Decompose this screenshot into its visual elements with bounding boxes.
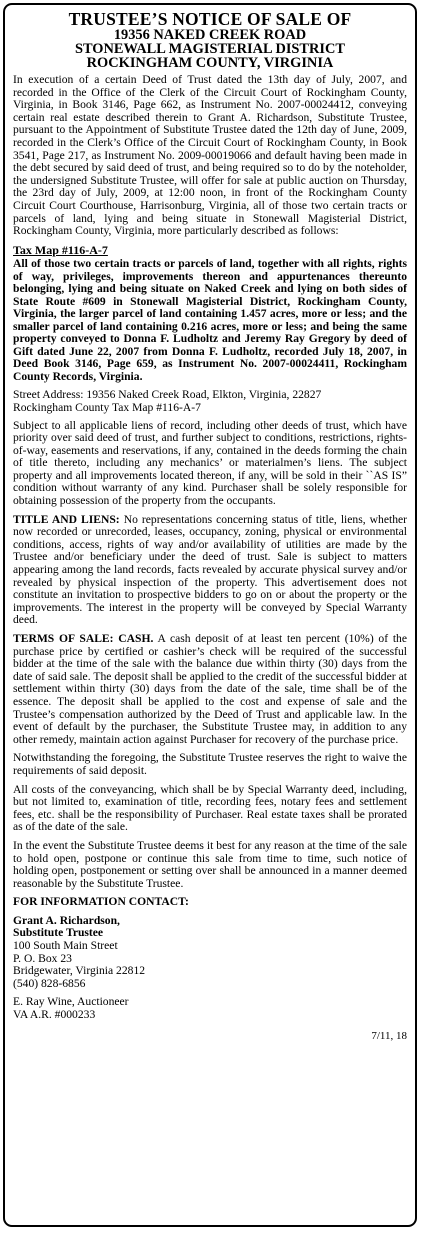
notice-district: STONEWALL MAGISTERIAL DISTRICT bbox=[74, 41, 346, 57]
tax-map-heading: Tax Map #116-A-7 bbox=[13, 242, 108, 257]
contact-city: Bridgewater, Virginia 22812 bbox=[13, 964, 146, 978]
contact-po-box: P. O. Box 23 bbox=[13, 951, 72, 965]
notice-heading bbox=[13, 11, 407, 70]
street-address: Street Address: 19356 Naked Creek Road, Elkton, Virginia, 22827 bbox=[13, 388, 322, 402]
contact-title: Substitute Trustee bbox=[13, 926, 104, 940]
terms-paragraph bbox=[13, 633, 407, 746]
contact-block bbox=[13, 915, 407, 991]
title-liens-paragraph bbox=[13, 514, 407, 627]
title-liens-label: TITLE AND LIENS: bbox=[13, 512, 120, 526]
terms-text: A cash deposit of at least ten percent (10%) of the purchase price by certified or cashier’s check will be required of the successful bidder at the time of the sale with the balance due within thirty (30) days from the date of said sale. The deposit shall be applied to the credit of the successful bidder at settlement within thirty (30) days from the date of the sale, time shall be of the essence. The deposit shall be applied to the cost and expense of sale and the Trustee’s compensation authorized by the Deed of Trust and applicable law. In the event of default by the purchaser, the Substitute Trustee may, in addition to any other remedy, maintain action against Purchaser for recovery of the purchase price. bbox=[13, 632, 407, 746]
contact-street: 100 South Main Street bbox=[13, 939, 118, 953]
terms-label: TERMS OF SALE: CASH. bbox=[13, 632, 154, 645]
notice-title: TRUSTEE’S NOTICE OF SALE OF bbox=[68, 9, 352, 29]
contact-phone: (540) 828-6856 bbox=[13, 976, 86, 990]
address-block bbox=[13, 389, 407, 414]
auctioneer-block bbox=[13, 996, 407, 1021]
intro-paragraph: In execution of a certain Deed of Trust dated the 13th day of July, 2007, and recorded in the Office of the Clerk of the Circuit Court of Rockingham County, Virginia, in Book 3146, Page 662, as Instrument No. 2007-00024412, conveying certain real estate described therein to Grant A. Richardson, Substitute Trustee, pursuant to the Appointment of Substitute Trustee dated the 12th day of June, 2009, recorded in the Clerk’s Office of the Circuit Court of Rockingham County, in Book 3541, Page 217, as Instrument No. 2009-00019066 and default having been made in the debt secured by said deed of trust, and being required so to do by the noteholder, the undersigned Substitute Trustee, will offer for sale at public auction on Thursday, the 23rd day of July, 2009, at 12:00 noon, in front of the Rockingham County Circuit Court Courthouse, Harrisonburg, Virginia, all of those two certain tracts or parcels of land, lying and being situate in Stonewall Magisterial District, Rockingham County, Virginia, more particularly described as follows: bbox=[13, 73, 407, 238]
auctioneer-license: VA A.R. #000233 bbox=[13, 1008, 96, 1022]
contact-heading: FOR INFORMATION CONTACT: bbox=[13, 895, 189, 909]
postpone-paragraph: In the event the Substitute Trustee deems it best for any reason at the time of the sale to hold open, postpone or continue this sale from time to time, such notice of holding open, postponement or setting over shall be announced in a manner deemed reasonable by the Substitute Trustee. bbox=[13, 838, 407, 890]
costs-paragraph: All costs of the conveyancing, which shall be by Special Warranty deed, including, but not limited to, examination of title, recording fees, notary fees and settlement fees, etc. shall be the responsibility of Purchaser. Real estate taxes shall be prorated as of the date of the sale. bbox=[13, 782, 407, 834]
title-liens-text: No representations concerning status of title, liens, whether now recorded or unrecorded, leases, occupancy, zoning, physical or environmental conditions, access, rights of way and/or availability of utilities are made by the Trustee and/or beneficiary under the deed of trust. Sale is subject to matters appearing among the land records, facts revealed by accurate physical survey and/or revealed by physical inspection of the property. This advertisement does not constitute an invitation to prospective bidders to go on or about the property or the improvements. The interest in the property will be conveyed by Special Warranty deed. bbox=[13, 512, 407, 627]
subject-paragraph: Subject to all applicable liens of record, including other deeds of trust, which have priority over said deed of trust, and further subject to conditions, restrictions, rights-of-way, easements and reservations, if any, contained in the deeds forming the chain of title thereto, including any mechanics’ or materialmen’s liens. The subject property and all improvements located thereon, if any, will be sold in their ``AS IS” condition without warranty of any kind. Purchaser shall be solely responsible for obtaining possession of the property from the occupants. bbox=[13, 418, 407, 508]
contact-name: Grant A. Richardson, bbox=[13, 913, 120, 927]
notice-address: 19356 NAKED CREEK ROAD bbox=[113, 27, 307, 43]
notice-county: ROCKINGHAM COUNTY, VIRGINIA bbox=[86, 55, 334, 71]
auctioneer-name: E. Ray Wine, Auctioneer bbox=[13, 995, 129, 1009]
tax-map-line: Rockingham County Tax Map #116-A-7 bbox=[13, 400, 201, 414]
legal-notice bbox=[3, 3, 417, 1227]
publication-dates: 7/11, 18 bbox=[371, 1029, 407, 1042]
notwithstanding-paragraph: Notwithstanding the foregoing, the Substitute Trustee reserves the right to waive the requirements of said deposit. bbox=[13, 751, 407, 777]
property-description: All of those two certain tracts or parcels of land, together with all rights, rights of way, privileges, improvements thereon and appurtenances thereunto belonging, lying and being situate on Naked Creek and lying on both sides of State Route #609 in Stonewall Magisterial District, Rockingham County, Virginia, the larger parcel of land containing 1.457 acres, more or less; and the smaller parcel of land containing 0.216 acres, more or less; and being the same property conveyed to Donna F. Ludholtz and Jeremy Ray Gregory by deed of Gift dated June 22, 2007 from Donna F. Ludholtz, recorded July 18, 2007, in Deed Book 3146, Page 659, as Instrument No. 2007-00024411, Rockingham County Records, Virginia. bbox=[13, 257, 407, 383]
